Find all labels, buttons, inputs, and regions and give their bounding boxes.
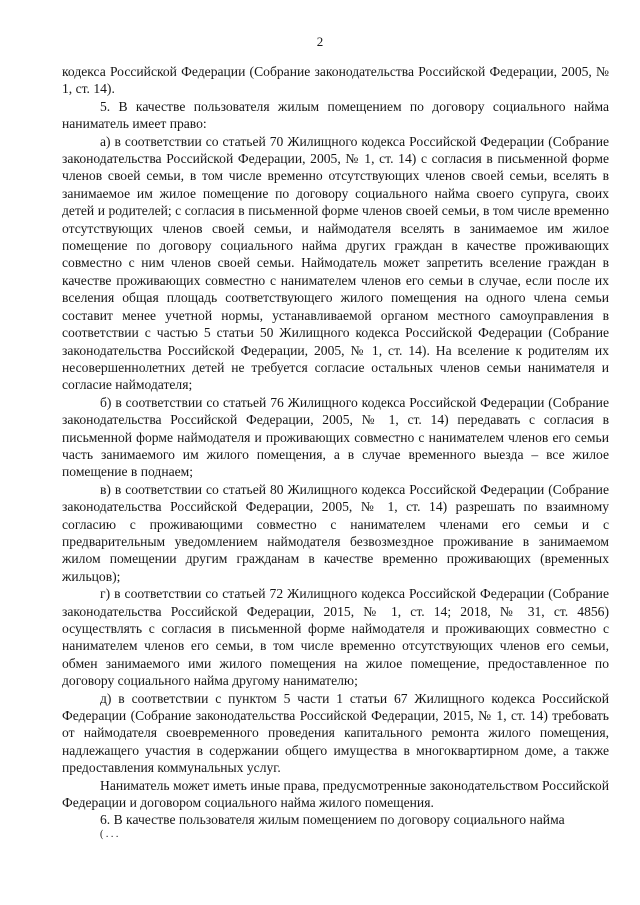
paragraph-subclause-d: д) в соответствии с пунктом 5 части 1 статьи 67 Жилищного кодекса Российской Федерации (Собрание законодательства Российской Федерации, 2015, № 1, ст. 14) требовать от наймодателя своевременного проведения капитального ремонта жилого помещения, надлежащего участия в содержании общего имущества в многоквартирном доме, а также предоставления коммунальных услуг.: [62, 690, 609, 776]
page-number: 2: [316, 34, 324, 49]
paragraph-other-rights: Наниматель может иметь иные права, предусмотренные законодательством Российской Федерации и договором социального найма жилого помещения.: [62, 777, 609, 811]
paragraph-subclause-a: а) в соответствии со статьей 70 Жилищного кодекса Российской Федерации (Собрание законодательства Российской Федерации, 2005, № 1, ст. 14) с согласия в письменной форме членов своей семьи, в том числе временно отсутствующих членов своей семьи, вселять в занимаемое им жилое помещение по договору социального найма своего супруга, своих детей и родителей; с согласия в письменной форме членов своей семьи, в том числе временно отсутствующих членов своей семьи, и наймодателя вселять в занимаемое им жилое помещение по договору социального найма других граждан в качестве проживающих совместно с ним членов своей семьи. Наймодатель может запретить вселение граждан в качестве проживающих совместно с нанимателем членов его семьи в случае, если после их вселения общая площадь соответствующего жилого помещения на одного члена семьи составит менее учетной нормы, устанавливаемой органом местного самоуправления в соответствии с частью 5 статьи 50 Жилищного кодекса Российской Федерации (Собрание законодательства Российской Федерации, 2005, № 1, ст. 14). На вселение к родителям их несовершеннолетних детей не требуется согласие остальных членов семьи нанимателя и согласие наймодателя;: [62, 133, 609, 393]
paragraph-clause-6: 6. В качестве пользователя жилым помещением по договору социального найма: [100, 812, 565, 828]
paragraph-clause-5: 5. В качестве пользователя жилым помещением по договору социального найма наниматель имеет право:: [62, 98, 609, 132]
paragraph-subclause-b: б) в соответствии со статьей 76 Жилищного кодекса Российской Федерации (Собрание законодательства Российской Федерации, 2005, № 1, ст. 14) передавать с согласия в письменной форме наймодателя и проживающих совместно с нанимателем членов его семьи часть занимаемого им жилого помещения, а в случае временного выезда – все жилое помещение в поднаем;: [62, 394, 609, 480]
document-body: [62, 63, 609, 841]
paragraph-continuation: кодекса Российской Федерации (Собрание законодательства Российской Федерации, 2005, № 1, ст. 14).: [62, 64, 609, 97]
paragraph-subclause-v: в) в соответствии со статьей 80 Жилищного кодекса Российской Федерации (Собрание законодательства Российской Федерации, 2005, № 1, ст. 14) разрешать по взаимному согласию с проживающими совместно с нанимателем членами его семьи и с предварительным уведомлением наймодателя безвозмездное проживание в занимаемом жилом помещении другим гражданам в качестве временно проживающих (временных жильцов);: [62, 481, 609, 584]
cut-off-text-fragment: ( . . .: [100, 828, 119, 840]
paragraph-subclause-g: г) в соответствии со статьей 72 Жилищного кодекса Российской Федерации (Собрание законодательства Российской Федерации, 2015, № 1, ст. 14; 2018, № 31, ст. 4856) осуществлять с согласия в письменной форме наймодателя и проживающих совместно с нанимателем членов его семьи, в том числе временно отсутствующих членов его семьи, обмен занимаемого ими жилого помещения на жилое помещение, предоставленное по договору социального найма другому нанимателю;: [62, 586, 609, 689]
